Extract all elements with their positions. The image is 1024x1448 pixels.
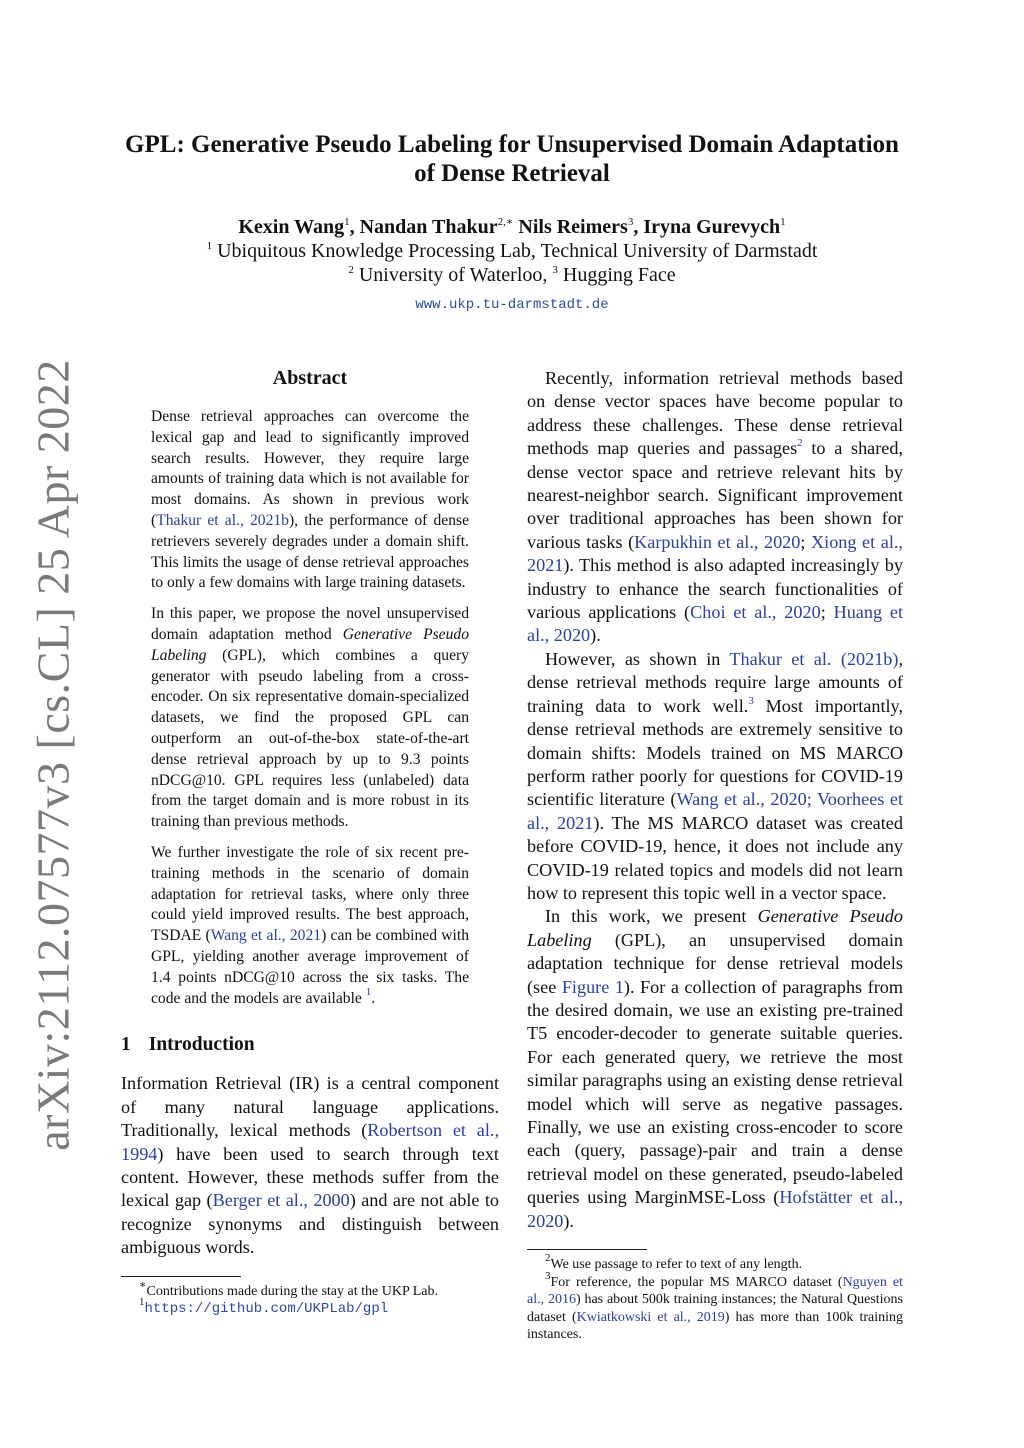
footnote-star: [121, 1278, 499, 1301]
text-run: ). The MS MARCO dataset was created before COVID-19, hence, it does not include any COVID-19 related topics and models did not learn how to represent this topic well in a vector space.: [527, 812, 903, 903]
text-run: Most importantly, dense retrieval methods are extremely sensitive to domain shifts: Models trained on MS MARCO perform rather poorly for questions for COVID-19 scientific literature (: [527, 695, 904, 810]
footnote-mark: 1: [139, 1296, 145, 1309]
affiliation-1-text: Ubiquitous Knowledge Processing Lab, Technical University of Darmstadt: [217, 240, 818, 262]
text-run: (GPL), an unsupervised domain adaptation technique for dense retrieval models (see: [527, 929, 903, 997]
text-run: ) and are not able to recognize synonyms and distinguish between ambiguous words.: [121, 1190, 500, 1258]
footnote-3: [527, 1269, 903, 1344]
footnote-divider: [527, 1249, 647, 1250]
citation-link[interactable]: Thakur et al., 2021b: [156, 511, 289, 529]
text-run: ) can be combined with GPL, yielding another average improvement of 1.4 points nDCG@10 across the six tasks. The code and the models are available: [151, 927, 469, 1007]
affiliation-2-mark: 2: [348, 264, 354, 276]
affiliation-2-text: University of Waterloo,: [358, 264, 548, 286]
footnote-3-link[interactable]: 3: [748, 694, 754, 707]
github-url-link[interactable]: https://github.com/UKPLab/gpl: [144, 1301, 389, 1318]
text-run: ). For a collection of paragraphs from the desired domain, we use an existing pre-trained T5 encoder-decoder to generate suitable queries. For each generated query, we retrieve the most similar paragraphs using an existing dense retrieval model which will serve as negative passages. Finally, we use an existing cross-encoder to score each (query, passage)-pair and train a dense retrieval model on these generated, pseudo-labeled queries using MarginMSE-Loss (: [527, 976, 903, 1208]
text-run: ), the performance of dense retrievers severely degrades under a domain shift. This limits the usage of dense retrieval approaches to only a few domains with large training datasets.: [151, 511, 470, 592]
footnote-text: ) has about 500k training instances; the Natural Questions dataset (: [527, 1292, 903, 1325]
lab-url-link[interactable]: www.ukp.tu-darmstadt.de: [415, 297, 609, 313]
citation-link[interactable]: Xiong et al., 2021: [527, 531, 903, 576]
right-column: [527, 367, 903, 1344]
affiliation-3-mark: 3: [552, 264, 558, 276]
left-footnotes: [121, 1278, 499, 1319]
abstract-paragraph-2: [151, 604, 469, 833]
citation-link[interactable]: Wang et al., 2021: [210, 927, 322, 945]
right-body: [527, 367, 903, 1233]
footnote-1: [121, 1296, 499, 1319]
footnote-2-link[interactable]: 2: [797, 437, 803, 450]
affiliation-1: [100, 239, 924, 263]
abstract-paragraph-3: [151, 843, 469, 1009]
citation-link[interactable]: Choi et al., 2020: [690, 602, 821, 623]
text-run: ).: [563, 1210, 574, 1231]
footnote-1-link[interactable]: 1: [365, 985, 372, 998]
arxiv-identifier: [18, 359, 88, 1151]
section-title: Introduction: [148, 1034, 255, 1056]
title-line-1: GPL: Generative Pseudo Labeling for Unsupervised Domain Adaptation: [125, 131, 899, 158]
citation-link[interactable]: Robertson et al., 1994: [121, 1120, 499, 1164]
text-run: to a shared, dense vector space and retrieve relevant hits by nearest-neighbor search. Significant improvement over traditional approaches has been shown for various tasks (: [527, 438, 904, 552]
text-run: However, as shown in: [545, 648, 730, 669]
figure-link[interactable]: Figure 1: [561, 976, 624, 997]
abstract-body: [151, 407, 469, 1009]
author-4: Iryna Gurevych: [643, 216, 781, 238]
text-run: In this work, we present: [545, 906, 758, 927]
author-block: [100, 215, 924, 317]
text-run: ) have been used to search through text content. However, these methods suffer from the lexical gap (: [121, 1143, 499, 1211]
paper-title: [100, 130, 924, 188]
title-line-2: of Dense Retrieval: [414, 160, 610, 187]
footnote-text: For reference, the popular MS MARCO dataset (: [550, 1274, 843, 1290]
author-3-affil: 3: [627, 216, 634, 228]
text-run: Information Retrieval (IR) is a central component of many natural language applications. Traditionally, lexical methods (: [121, 1073, 499, 1141]
footnote-text: Contributions made during the stay at the UKP Lab.: [146, 1283, 438, 1299]
text-run: .: [371, 989, 376, 1007]
method-name: Generative Pseudo Labeling: [151, 625, 469, 664]
text-run: (GPL), which combines a query generator with pseudo labeling from a cross-encoder. On six representative domain-specialized datasets, we find the proposed GPL can outperform an out-of-the-box state-of-the-art dense retrieval approach by up to 9.3 points nDCG@10. GPL requires less (unlabeled) data from the target domain and is more robust in its training than previous methods.: [151, 646, 469, 831]
affiliation-1-mark: 1: [206, 240, 213, 252]
footnote-divider: [121, 1276, 241, 1277]
text-run: ).: [590, 625, 601, 646]
author-4-affil: 1: [780, 216, 786, 228]
method-name: Generative Pseudo Labeling: [527, 906, 903, 950]
citation-link[interactable]: Hofstätter et al., 2020: [527, 1187, 903, 1231]
footnote-mark: 3: [545, 1269, 551, 1282]
text-run: ). This method is also adapted increasingly by industry to enhance the search functionalities of various applications (: [527, 555, 903, 623]
introduction-body: [121, 1072, 499, 1259]
section-heading-introduction: [121, 1034, 499, 1056]
citation-link[interactable]: Berger et al., 2000: [212, 1190, 350, 1211]
author-names: Kexin Wang$^1$, Nandan Thakur$^{2,∗}$ Nils Reimers$^3$, Iryna Gurevych$^1$: [238, 216, 786, 238]
arxiv-identifier-text: arXiv:2112.07577v3 [cs.CL] 25 Apr 2022: [27, 359, 79, 1151]
affiliation-2-3: [100, 263, 924, 287]
affiliation-3-text: Hugging Face: [562, 264, 676, 286]
citation-link[interactable]: Karpukhin et al., 2020: [634, 531, 801, 552]
citation-link[interactable]: Huang et al., 2020: [527, 602, 903, 646]
text-run: ;: [800, 531, 812, 552]
abstract-heading: Abstract: [272, 367, 348, 389]
citation-link[interactable]: Wang et al., 2020; Voorhees et al., 2021: [527, 789, 904, 833]
intro-paragraph-1: [121, 1072, 499, 1259]
text-run: Dense retrieval approaches can overcome the lexical gap and lead to significantly improved search results. However, they require large amounts of training data which is not available for most domains. As shown in previous work (: [151, 408, 469, 529]
author-2-affil: 2,∗: [497, 216, 514, 228]
abstract-paragraph-1: [151, 407, 469, 594]
text-run: We further investigate the role of six recent pre-training methods in the scenario of domain adaptation for retrieval tasks, where only three could yield improved results. The best approach, TSDAE (: [151, 843, 469, 945]
left-column: [121, 367, 499, 1319]
author-2: Nandan Thakur: [359, 216, 498, 238]
text-run: Recently, information retrieval methods based on dense vector spaces have become popular to address these challenges. These dense retrieval methods map queries and passages: [527, 368, 903, 459]
text-run: In this paper, we propose the novel unsupervised domain adaptation method: [151, 605, 469, 643]
text-run: , dense retrieval methods require large amounts of training data to work well.: [527, 648, 903, 716]
right-footnotes: [527, 1252, 903, 1344]
footnote-mark: ∗: [139, 1278, 147, 1291]
citation-link[interactable]: Kwiatkowski et al., 2019: [576, 1309, 725, 1325]
footnote-mark: 2: [545, 1252, 551, 1265]
text-run: ;: [820, 602, 834, 623]
citation-link[interactable]: Nguyen et al., 2016: [527, 1274, 903, 1308]
citation-link[interactable]: Thakur et al. (2021b): [729, 648, 899, 669]
author-3: Nils Reimers: [518, 216, 628, 238]
author-1-affil: 1: [344, 216, 350, 228]
footnote-text: ) has more than 100k training instances.: [527, 1309, 903, 1343]
section-number: 1: [121, 1034, 131, 1056]
right-paragraph-1: [527, 367, 903, 648]
footnote-2: [527, 1252, 903, 1274]
footnote-text: We use passage to refer to text of any length.: [550, 1257, 803, 1273]
right-paragraph-2: [527, 648, 903, 905]
author-1: Kexin Wang: [238, 216, 345, 238]
right-paragraph-3: [527, 905, 903, 1233]
